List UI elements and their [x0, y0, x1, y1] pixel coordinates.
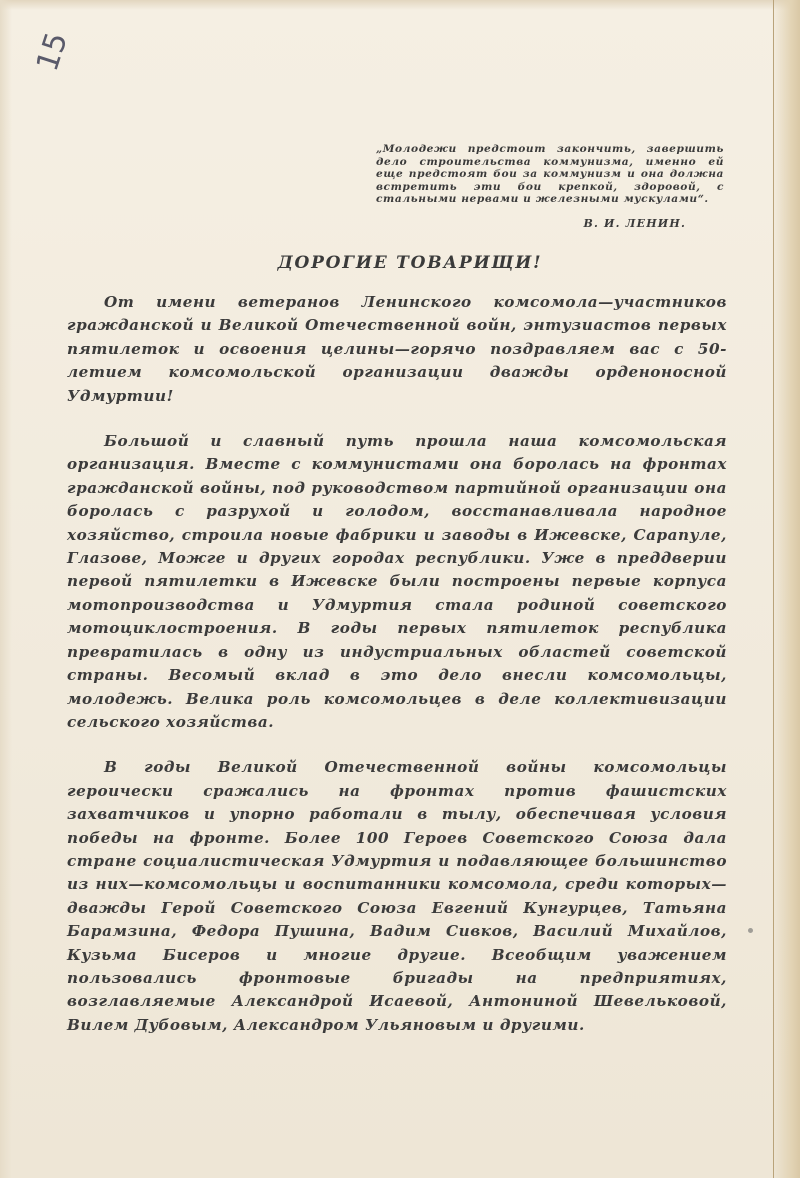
handwritten-page-number: 15 [29, 28, 75, 76]
page-fold-line [773, 0, 774, 1178]
page-right-edge [772, 0, 800, 1178]
paragraph: Большой и славный путь прошла наша комсомольская организация. Вместе с коммунистами она боролась на фронтах гражданской войны, под руководством партийной организации она боролась с разрухой и голодом, восстанавливала народное хозяйство, строила новые фабрики и заводы в Ижевске, Сарапуле, Глазове, Можге и других городах республики. Уже в преддверии первой пятилетки в Ижевске были построены первые корпуса мотопроизводства и Удмуртия стала родиной советского мотоциклостроения. В годы первых пятилеток республика превратилась в одну из индустриальных областей советской страны. Весомый вклад в это дело внесли комсомольцы, молодежь. Велика роль комсомольцев в деле коллективизации сельского хозяйства. [67, 432, 727, 731]
paragraph: В годы Великой Отечественной войны комсомольцы героически сражались на фронтах против фашистских захватчиков и упорно работали в тылу, обеспечивая условия победы на фронте. Более 100 Героев Советского Союза дала стране социалистическая Удмуртия и подавляющее большинство из них—комсомольцы и воспитанники комсомола, среди которых—дважды Герой Советского Союза Евгений Кунгурцев, Татьяна Барамзина, Федора Пушина, Вадим Сивков, Василий Михайлов, Кузьма Бисеров и многие другие. Всеобщим уважением пользовались фронтовые бригады на предприятиях, возглавляемые Александрой Исаевой, Антониной Шевельковой, Вилем Дубовым, Александром Ульяновым и другими. [67, 758, 727, 1034]
paragraph: От имени ветеранов Ленинского комсомола—участников гражданской и Великой Отечественной войн, энтузиастов первых пятилеток и освоения целины—горячо поздравляем вас с 50-летием комсомольской организации дважды орденоносной Удмуртии! [67, 293, 727, 405]
ink-smudge [748, 928, 753, 933]
page-top-shadow [0, 0, 800, 10]
page-left-shadow [0, 0, 12, 1178]
letter-heading: ДОРОГИЕ ТОВАРИЩИ! [277, 253, 543, 273]
epigraph-quote: „Молодежи предстоит закончить, завершить дело строительства коммунизма, именно ей еще предстоят бои за коммунизм и она должна встретить эти бои крепкой, здоровой, с стальными нервами и железными мускулами“. [376, 143, 724, 206]
letter-body [67, 291, 727, 1037]
epigraph-author: В. И. ЛЕНИН. [583, 217, 686, 230]
